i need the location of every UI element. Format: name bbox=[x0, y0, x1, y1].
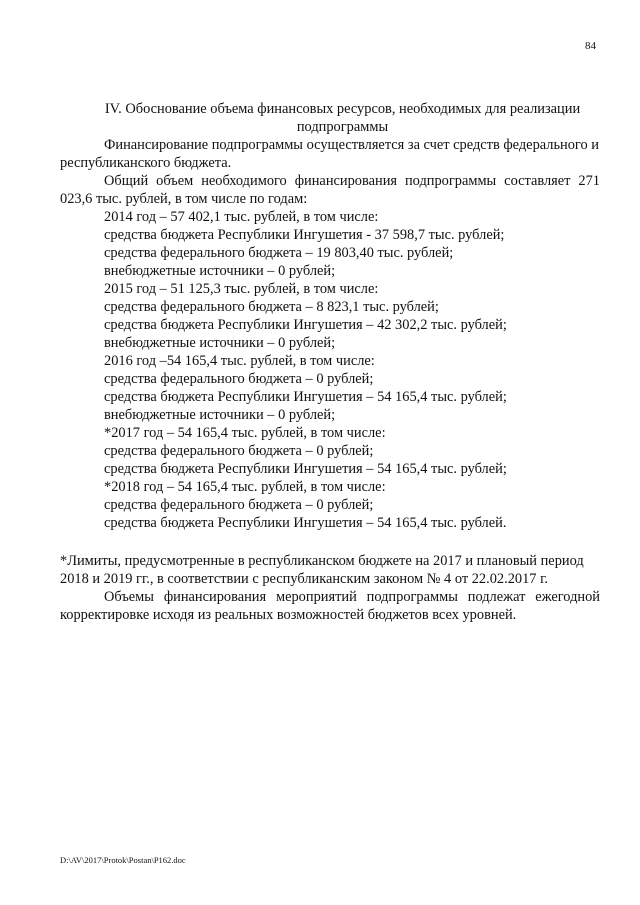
footnote: *Лимиты, предусмотренные в республиканском бюджете на 2017 и плановый период 2018 и 2019 гг., в соответствии с республиканским законом № 4 от 22.02.2017 г. bbox=[60, 553, 584, 587]
list-item: средства бюджета Республики Ингушетия – 54 165,4 тыс. рублей; bbox=[104, 389, 507, 405]
section-heading-line-2: подпрограммы bbox=[296, 119, 389, 135]
list-item: 2015 год – 51 125,3 тыс. рублей, в том числе: bbox=[104, 281, 379, 297]
spacer bbox=[60, 532, 600, 552]
closing-paragraph: Объемы финансирования мероприятий подпрограммы подлежат ежегодной корректировке исходя из реальных возможностей бюджетов всех уровней. bbox=[60, 589, 600, 623]
list-item: внебюджетные источники – 0 рублей; bbox=[104, 263, 336, 279]
list-item: средства федерального бюджета – 0 рублей; bbox=[104, 443, 374, 459]
section-heading-line-1: IV. Обоснование объема финансовых ресурсов, необходимых для реализации bbox=[104, 101, 581, 117]
list-item: 2016 год –54 165,4 тыс. рублей, в том числе: bbox=[104, 353, 375, 369]
list-item: средства бюджета Республики Ингушетия - 37 598,7 тыс. рублей; bbox=[104, 227, 505, 243]
list-item: средства бюджета Республики Ингушетия – 54 165,4 тыс. рублей; bbox=[104, 461, 507, 477]
list-item: внебюджетные источники – 0 рублей; bbox=[104, 407, 336, 423]
yearly-funding-list bbox=[60, 208, 600, 532]
list-item: средства федерального бюджета – 0 рублей; bbox=[104, 497, 374, 513]
list-item: средства федерального бюджета – 8 823,1 тыс. рублей; bbox=[104, 299, 439, 315]
list-item: внебюджетные источники – 0 рублей; bbox=[104, 335, 336, 351]
list-item: *2018 год – 54 165,4 тыс. рублей, в том числе: bbox=[104, 479, 386, 495]
list-item: 2014 год – 57 402,1 тыс. рублей, в том числе: bbox=[104, 209, 379, 225]
list-item: средства бюджета Республики Ингушетия – 54 165,4 тыс. рублей. bbox=[104, 515, 507, 531]
total-paragraph: Общий объем необходимого финансирования подпрограммы составляет 271 023,6 тыс. рублей, в том числе по годам: bbox=[60, 173, 600, 207]
list-item: средства федерального бюджета – 0 рублей; bbox=[104, 371, 374, 387]
section-heading bbox=[60, 100, 625, 136]
page-number: 84 bbox=[585, 40, 596, 52]
document-body bbox=[60, 136, 600, 624]
footer-file-path: D:\AV\2017\Protok\Postan\P162.doc bbox=[60, 855, 186, 865]
intro-paragraph: Финансирование подпрограммы осуществляется за счет средств федерального и республиканского бюджета. bbox=[60, 137, 599, 171]
list-item: средства федерального бюджета – 19 803,40 тыс. рублей; bbox=[104, 245, 454, 261]
list-item: *2017 год – 54 165,4 тыс. рублей, в том числе: bbox=[104, 425, 386, 441]
list-item: средства бюджета Республики Ингушетия – 42 302,2 тыс. рублей; bbox=[104, 317, 507, 333]
